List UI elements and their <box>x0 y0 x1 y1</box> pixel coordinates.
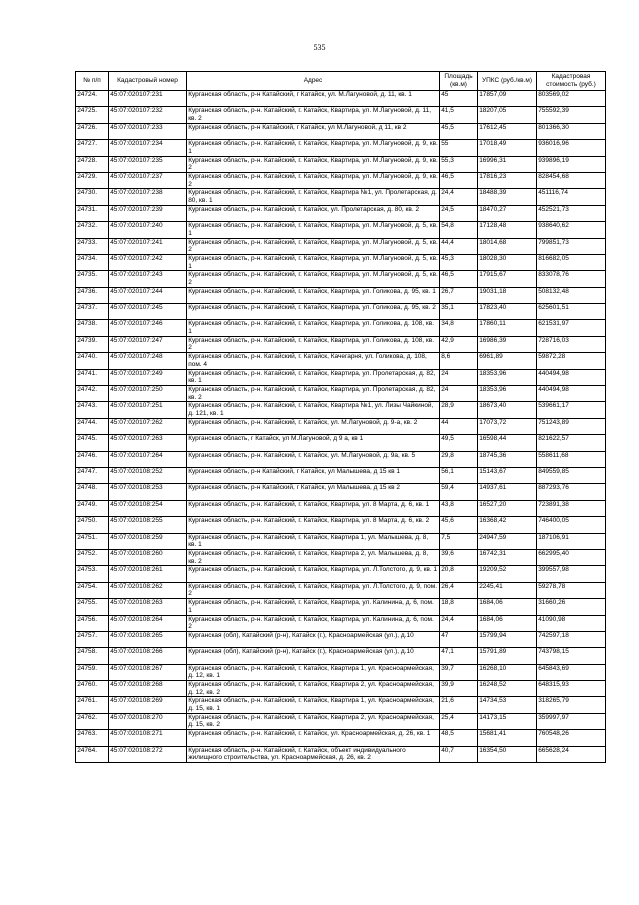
upks-cell: 19209,52 <box>478 566 537 582</box>
row-num-cell: 24734. <box>76 254 109 270</box>
cadastral-cost-cell: 59872,28 <box>537 353 606 369</box>
table-row <box>76 369 606 385</box>
cadastral-number-cell: 45:07:020107:239 <box>109 205 187 221</box>
address-cell: Курганская область, р-н. Катайский, г. Катайск, Квартира, ул. М.Лагуновой, д. 5, кв. 2 <box>188 271 438 286</box>
upks-cell: 18353,96 <box>478 369 537 385</box>
header-area: Площадь (кв.м) <box>440 72 478 91</box>
table-row <box>76 631 606 647</box>
upks-cell: 15791,89 <box>478 648 537 664</box>
row-num-cell: 24757. <box>76 631 109 647</box>
address-cell: Курганская область, р-н. Катайский, г. Катайск, Квартира, ул. М.Лагуновой, д. 5, кв. 2 <box>188 238 438 254</box>
address-cell: Курганская область, р-н. Катайский, г. Катайск, Квартира, ул. М.Лагуновой, д. 5, кв. 1 <box>188 222 438 237</box>
cadastral-number-cell: 45:07:020108:262 <box>109 582 187 598</box>
address-cell: Курганская область, р-н. Катайский, г. Катайск, ул. М.Лагуновой, д. 9а, кв. 5 <box>187 451 440 467</box>
cadastral-cost-cell: 451116,74 <box>537 189 606 205</box>
cadastral-cost-cell: 728716,03 <box>537 336 606 352</box>
address-cell: Курганская область, р-н. Катайский, г. Катайск, Квартира, ул. М.Лагуновой, д. 9, кв. 2 <box>188 156 438 172</box>
row-num-cell: 24724. <box>76 91 109 107</box>
row-num-cell: 24725. <box>76 107 109 123</box>
table-row <box>76 304 606 320</box>
address-cell: Курганская область, р-н. Катайский, г. Катайск, Квартира 2, ул. Малышева, д. 8, кв. 2 <box>187 549 440 565</box>
upks-cell: 18470,27 <box>478 205 537 221</box>
cadastral-number-cell: 45:07:020108:269 <box>109 697 187 713</box>
cadastral-cost-cell: 936016,96 <box>537 140 606 156</box>
upks-cell: 16354,50 <box>478 746 537 762</box>
cadastral-number-cell: 45:07:020108:260 <box>109 549 187 565</box>
table-row <box>76 730 606 746</box>
upks-cell: 1684,06 <box>478 615 537 631</box>
upks-cell: 14734,53 <box>478 697 537 713</box>
address-cell: Курганская область, р-н. Катайский, г. Катайск, Квартира 1, ул. Красноармейская, д. 15, кв. 1 <box>187 697 440 713</box>
upks-cell: 16742,31 <box>478 549 537 565</box>
table-row <box>76 205 606 221</box>
table-row <box>76 435 606 451</box>
table-row <box>76 451 606 467</box>
table-row <box>76 386 606 402</box>
row-num-cell: 24731. <box>76 205 109 221</box>
address-cell: Курганская область, р-н. Катайский, г. Катайск, Квартира 2, ул. Красноармейская, д. 15, кв. 2 <box>187 713 440 729</box>
row-num-cell: 24740. <box>76 353 109 369</box>
cadastral-number-cell: 45:07:020108:267 <box>109 664 187 680</box>
table-row <box>76 615 606 631</box>
cadastral-number-cell: 45:07:020107:233 <box>109 123 187 139</box>
area-cell: 47 <box>440 631 478 647</box>
cadastral-cost-cell: 939896,19 <box>537 156 606 172</box>
row-num-cell: 24730. <box>76 189 109 205</box>
area-cell: 24,4 <box>440 615 478 631</box>
cadastral-number-cell: 45:07:020107:244 <box>109 287 187 303</box>
area-cell: 28,9 <box>440 402 478 418</box>
cadastral-number-cell: 45:07:020107:248 <box>109 353 187 369</box>
row-num-cell: 24741. <box>76 369 109 385</box>
row-num-cell: 24743. <box>76 402 109 418</box>
area-cell: 44,4 <box>440 238 478 254</box>
row-num-cell: 24749. <box>76 500 109 516</box>
cadastral-cost-cell: 816682,05 <box>537 254 606 270</box>
cadastral-cost-cell: 828454,68 <box>537 172 606 188</box>
table-row <box>76 91 606 107</box>
table-row <box>76 517 606 533</box>
cadastral-cost-cell: 440494,98 <box>537 369 606 385</box>
cadastral-number-cell: 45:07:020108:263 <box>109 599 187 615</box>
address-cell: Курганская область, р-н. Катайский, г. Катайск, Квартира, ул. М.Лагуновой, д. 9, кв. 1 <box>188 140 438 155</box>
row-num-cell: 24746. <box>76 451 109 467</box>
row-num-cell: 24726. <box>76 123 109 139</box>
area-cell: 45,6 <box>440 517 478 533</box>
row-num-cell: 24737. <box>76 304 109 320</box>
area-cell: 59,4 <box>440 484 478 500</box>
upks-cell: 18353,96 <box>478 386 537 402</box>
upks-cell: 17823,40 <box>478 304 537 320</box>
address-cell: Курганская область, р-н. Катайский, г. Катайск, Квартира, ул. 8 Марта, д. 6, кв. 1 <box>187 500 440 516</box>
table-row <box>76 238 606 254</box>
table-row <box>76 648 606 664</box>
upks-cell: 16248,52 <box>478 681 537 697</box>
row-num-cell: 24751. <box>76 533 109 549</box>
cadastral-cost-cell: 821622,57 <box>537 435 606 451</box>
address-cell: Курганская область, р-н Катайский, г Катайск, ул Малышева, д 15 кв 1 <box>187 467 440 483</box>
upks-cell: 18028,30 <box>478 254 537 270</box>
cadastral-cost-cell: 662995,40 <box>537 549 606 565</box>
cadastral-number-cell: 45:07:020107:262 <box>109 418 187 434</box>
cadastral-cost-cell: 803569,02 <box>537 91 606 107</box>
cadastral-number-cell: 45:07:020108:266 <box>109 648 187 664</box>
cadastral-number-cell: 45:07:020108:255 <box>109 517 187 533</box>
table-row <box>76 467 606 483</box>
cadastral-number-cell: 45:07:020107:264 <box>109 451 187 467</box>
area-cell: 40,7 <box>440 746 478 762</box>
table-row <box>76 336 606 352</box>
row-num-cell: 24735. <box>76 271 109 287</box>
cadastral-cost-cell: 887293,76 <box>537 484 606 500</box>
table-row <box>76 533 606 549</box>
table-row <box>76 156 606 172</box>
row-num-cell: 24764. <box>76 746 109 762</box>
address-cell: Курганская (обл), Катайский (р-н), Катайск (г.), Красноармейская (ул.), д.10 <box>187 648 440 664</box>
area-cell: 45,5 <box>440 123 478 139</box>
area-cell: 45,3 <box>440 254 478 270</box>
area-cell: 49,5 <box>440 435 478 451</box>
area-cell: 24 <box>440 386 478 402</box>
upks-cell: 16268,10 <box>478 664 537 680</box>
cadastral-cost-cell: 742597,18 <box>537 631 606 647</box>
area-cell: 18,8 <box>440 599 478 615</box>
upks-cell: 16368,42 <box>478 517 537 533</box>
cadastral-cost-cell: 751243,89 <box>537 418 606 434</box>
upks-cell: 15799,94 <box>478 631 537 647</box>
cadastral-number-cell: 45:07:020108:264 <box>109 615 187 631</box>
address-cell: Курганская область, р-н. Катайский, г. Катайск, Квартира, ул. Калинина, д. 6, пом. 1 <box>187 599 440 615</box>
cadastral-cost-cell: 625601,51 <box>537 304 606 320</box>
row-num-cell: 24752. <box>76 549 109 565</box>
area-cell: 48,5 <box>440 730 478 746</box>
cadastral-number-cell: 45:07:020108:254 <box>109 500 187 516</box>
area-cell: 21,6 <box>440 697 478 713</box>
cadastral-number-cell: 45:07:020107:251 <box>109 402 187 418</box>
area-cell: 24,5 <box>440 205 478 221</box>
address-cell: Курганская область, р-н. Катайский, г. Катайск, Квартира, ул. Голикова, д. 95, кв. 2 <box>187 304 440 320</box>
cadastral-cost-cell: 665628,24 <box>537 746 606 762</box>
cadastral-number-cell: 45:07:020107:232 <box>109 107 187 123</box>
row-num-cell: 24750. <box>76 517 109 533</box>
upks-cell: 18488,39 <box>478 189 537 205</box>
area-cell: 46,5 <box>440 172 478 188</box>
cadastral-cost-cell: 833078,76 <box>537 271 606 287</box>
cadastral-number-cell: 45:07:020107:249 <box>109 369 187 385</box>
upks-cell: 19031,18 <box>478 287 537 303</box>
table-row <box>76 402 606 418</box>
upks-cell: 17816,23 <box>478 172 537 188</box>
upks-cell: 18745,36 <box>478 451 537 467</box>
address-cell: Курганская область, р-н. Катайский, г. Катайск, Квартира, ул. Пролетарская, д. 82, кв. 2 <box>187 386 440 402</box>
row-num-cell: 24727. <box>76 140 109 156</box>
cadastral-cost-cell: 399557,98 <box>537 566 606 582</box>
cadastral-cost-cell: 743798,15 <box>537 648 606 664</box>
cadastral-cost-cell: 452521,73 <box>537 205 606 221</box>
address-cell: Курганская область, р-н. Катайский, г. Катайск, Квартира, ул. М.Лагуновой, д. 11, кв. 2 <box>187 107 440 123</box>
upks-cell: 18673,40 <box>478 402 537 418</box>
address-cell: Курганская область, р-н. Катайский, г. Катайск, ул. М.Лагуновой, д. 9-а, кв. 2 <box>187 418 440 434</box>
address-cell: Курганская область, р-н. Катайский, г. Катайск, Квартира, ул. Голикова, д. 108, кв. 2 <box>187 336 440 352</box>
row-num-cell: 24759. <box>76 664 109 680</box>
area-cell: 41,5 <box>440 107 478 123</box>
cadastral-number-cell: 45:07:020107:234 <box>109 140 187 156</box>
table-row <box>76 222 606 238</box>
upks-cell: 24947,59 <box>478 533 537 549</box>
row-num-cell: 24748. <box>76 484 109 500</box>
address-cell: Курганская область, р-н. Катайский, г. Катайск, Квартира, ул. Калинина, д. 6, пом. 2 <box>187 615 440 631</box>
page-number: 535 <box>313 43 326 52</box>
address-cell: Курганская область, р-н. Катайский, г. Катайск, Квартира 1, ул. Малышева, д. 8, кв. 1 <box>187 533 440 549</box>
cadastral-cost-cell: 558611,68 <box>537 451 606 467</box>
area-cell: 44 <box>440 418 478 434</box>
cadastral-number-cell: 45:07:020108:259 <box>109 533 187 549</box>
address-cell: Курганская область, р-н. Катайский, г. Катайск, Квартира, ул. Голикова, д. 108, кв. 1 <box>187 320 440 336</box>
table-row <box>76 172 606 188</box>
table-row <box>76 713 606 729</box>
cadastral-number-cell: 45:07:020107:246 <box>109 320 187 336</box>
cadastral-cost-cell: 723891,38 <box>537 500 606 516</box>
table-row <box>76 189 606 205</box>
row-num-cell: 24753. <box>76 566 109 582</box>
cadastral-cost-cell: 31660,26 <box>537 599 606 615</box>
cadastral-cost-cell: 648315,93 <box>537 681 606 697</box>
table-row <box>76 287 606 303</box>
area-cell: 46,5 <box>440 271 478 287</box>
row-num-cell: 24733. <box>76 238 109 254</box>
table-row <box>76 353 606 369</box>
area-cell: 47,1 <box>440 648 478 664</box>
cadastral-number-cell: 45:07:020107:240 <box>109 222 187 238</box>
row-num-cell: 24756. <box>76 615 109 631</box>
area-cell: 45 <box>440 91 478 107</box>
table-row <box>76 271 606 287</box>
table-row <box>76 599 606 615</box>
area-cell: 25,4 <box>440 713 478 729</box>
row-num-cell: 24762. <box>76 713 109 729</box>
cadastral-number-cell: 45:07:020107:243 <box>109 271 187 287</box>
table-header-row <box>76 72 606 91</box>
address-cell: Курганская область, р-н. Катайский, г. Катайск, Квартира, ул. Голикова, д. 95, кв. 1 <box>187 287 440 303</box>
cadastral-number-cell: 45:07:020108:261 <box>109 566 187 582</box>
upks-cell: 17860,11 <box>478 320 537 336</box>
upks-cell: 16996,31 <box>478 156 537 172</box>
cadastral-number-cell: 45:07:020107:237 <box>109 172 187 188</box>
table-row <box>76 664 606 680</box>
table-row <box>76 566 606 582</box>
cadastral-number-cell: 45:07:020107:247 <box>109 336 187 352</box>
cadastral-number-cell: 45:07:020107:245 <box>109 304 187 320</box>
address-cell: Курганская (обл), Катайский (р-н), Катайск (г.), Красноармейская (ул.), д.10 <box>187 631 440 647</box>
area-cell: 24,4 <box>440 189 478 205</box>
cadastral-number-cell: 45:07:020108:272 <box>109 746 187 762</box>
row-num-cell: 24747. <box>76 467 109 483</box>
cadastral-number-cell: 45:07:020108:270 <box>109 713 187 729</box>
upks-cell: 17128,48 <box>478 222 537 238</box>
address-cell: Курганская область, р-н Катайский, г Катайск, ул М.Лагуновой, д 11, кв 2 <box>187 123 440 139</box>
cadastral-cost-cell: 938640,62 <box>537 222 606 238</box>
upks-cell: 14173,15 <box>478 713 537 729</box>
cadastral-number-cell: 45:07:020107:263 <box>109 435 187 451</box>
address-cell: Курганская область, р-н. Катайский, г. Катайск, Квартира, ул. Л.Толстого, д. 9, пом. 2 <box>187 582 440 598</box>
address-cell: Курганская область, р-н Катайский, г Катайск, ул. М.Лагуновой, д. 11, кв. 1 <box>187 91 440 107</box>
area-cell: 55 <box>440 140 478 156</box>
header-upks: УПКС (руб./кв.м) <box>478 72 537 91</box>
row-num-cell: 24729. <box>76 172 109 188</box>
area-cell: 26,7 <box>440 287 478 303</box>
table-row <box>76 140 606 156</box>
upks-cell: 2245,41 <box>478 582 537 598</box>
address-cell: Курганская область, р-н. Катайский, г. Катайск, Квартира №1, ул. Лизы Чайкиной, д. 121, кв. 1 <box>187 402 440 418</box>
address-cell: Курганская область, р-н. Катайский, г. Катайск, Квартира, ул. М.Лагуновой, д. 9, кв. 2 <box>188 172 438 188</box>
cadastral-number-cell: 45:07:020107:242 <box>109 254 187 270</box>
cadastral-number-cell: 45:07:020107:241 <box>109 238 187 254</box>
table-row <box>76 320 606 336</box>
table-body <box>76 91 606 763</box>
table-row <box>76 746 606 762</box>
upks-cell: 6961,89 <box>478 353 537 369</box>
cadastral-cost-cell: 318265,79 <box>537 697 606 713</box>
cadastral-cost-cell: 799851,73 <box>537 238 606 254</box>
table-row <box>76 418 606 434</box>
row-num-cell: 24755. <box>76 599 109 615</box>
header-address: Адрес <box>187 72 440 91</box>
cadastral-cost-cell: 621531,97 <box>537 320 606 336</box>
row-num-cell: 24739. <box>76 336 109 352</box>
area-cell: 35,1 <box>440 304 478 320</box>
cadastral-cost-cell: 645843,69 <box>537 664 606 680</box>
table-row <box>76 484 606 500</box>
upks-cell: 16986,39 <box>478 336 537 352</box>
cadastral-cost-cell: 359997,97 <box>537 713 606 729</box>
header-num: № п/п <box>76 72 109 91</box>
address-cell: Курганская область, р-н. Катайский, г. Катайск, Квартира, ул. Л.Толстого, д. 9, кв. 1 <box>187 566 440 582</box>
upks-cell: 17857,09 <box>478 91 537 107</box>
area-cell: 56,1 <box>440 467 478 483</box>
area-cell: 8,6 <box>440 353 478 369</box>
cadastral-cost-cell: 508132,48 <box>537 287 606 303</box>
cadastral-number-cell: 45:07:020107:238 <box>109 189 187 205</box>
area-cell: 34,8 <box>440 320 478 336</box>
upks-cell: 18014,68 <box>478 238 537 254</box>
row-num-cell: 24744. <box>76 418 109 434</box>
address-cell: Курганская область, р-н. Катайский, г. Катайск, Квартира 2, ул. Красноармейская, д. 12, кв. 2 <box>187 681 440 697</box>
upks-cell: 1684,06 <box>478 599 537 615</box>
table-row <box>76 254 606 270</box>
address-cell: Курганская область, р-н. Катайский, г. Катайск, Качегарня, ул. Голикова, д. 108, пом. 4 <box>187 353 440 369</box>
table-row <box>76 681 606 697</box>
table-row <box>76 500 606 516</box>
upks-cell: 16598,44 <box>478 435 537 451</box>
cadastral-number-cell: 45:07:020108:271 <box>109 730 187 746</box>
address-cell: Курганская область, г Катайск, ул М.Лагуновой, д 9 а, кв 1 <box>187 435 440 451</box>
area-cell: 54,8 <box>440 222 478 238</box>
header-cadastral-number: Кадастровый номер <box>109 72 187 91</box>
cadastral-cost-cell: 849559,85 <box>537 467 606 483</box>
row-num-cell: 24732. <box>76 222 109 238</box>
cadastral-cost-cell: 440494,98 <box>537 386 606 402</box>
row-num-cell: 24763. <box>76 730 109 746</box>
table-row <box>76 697 606 713</box>
cadastral-cost-cell: 539661,17 <box>537 402 606 418</box>
cadastral-number-cell: 45:07:020107:250 <box>109 386 187 402</box>
area-cell: 43,8 <box>440 500 478 516</box>
area-cell: 42,9 <box>440 336 478 352</box>
row-num-cell: 24728. <box>76 156 109 172</box>
address-cell: Курганская область, р-н. Катайский, г. Катайск, ул. Пролетарская, д. 80, кв. 2 <box>187 205 440 221</box>
area-cell: 26,4 <box>440 582 478 598</box>
address-cell: Курганская область, р-н. Катайский, г. Катайск, Квартира 1, ул. Красноармейская, д. 12, кв. 1 <box>187 664 440 680</box>
table-row <box>76 549 606 565</box>
cadastral-number-cell: 45:07:020108:268 <box>109 681 187 697</box>
area-cell: 39,7 <box>440 664 478 680</box>
cadastral-cost-cell: 755592,39 <box>537 107 606 123</box>
cadastral-number-cell: 45:07:020108:252 <box>109 467 187 483</box>
cadastral-cost-cell: 41090,98 <box>537 615 606 631</box>
cadastral-number-cell: 45:07:020107:231 <box>109 91 187 107</box>
area-cell: 24 <box>440 369 478 385</box>
area-cell: 39,6 <box>440 549 478 565</box>
row-num-cell: 24742. <box>76 386 109 402</box>
address-cell: Курганская область, р-н. Катайский, г. Катайск, ул. Красноармейская, д. 26, кв. 1 <box>187 730 440 746</box>
row-num-cell: 24736. <box>76 287 109 303</box>
address-cell: Курганская область, р-н. Катайский, г. Катайск, Квартира, ул. Пролетарская, д. 82, кв. 1 <box>187 369 440 385</box>
row-num-cell: 24738. <box>76 320 109 336</box>
upks-cell: 17915,67 <box>478 271 537 287</box>
address-cell: Курганская область, р-н. Катайский, г. Катайск, Квартира, ул. 8 Марта, д. 6, кв. 2 <box>187 517 440 533</box>
address-cell: Курганская область, р-н. Катайский, г. Катайск, Квартира, ул. М.Лагуновой, д. 5, кв. 1 <box>188 254 438 270</box>
area-cell: 39,9 <box>440 681 478 697</box>
cadastral-number-cell: 45:07:020107:235 <box>109 156 187 172</box>
table-row <box>76 582 606 598</box>
upks-cell: 14937,61 <box>478 484 537 500</box>
row-num-cell: 24758. <box>76 648 109 664</box>
cadastral-cost-cell: 801366,30 <box>537 123 606 139</box>
row-num-cell: 24745. <box>76 435 109 451</box>
cadastral-number-cell: 45:07:020108:253 <box>109 484 187 500</box>
row-num-cell: 24760. <box>76 681 109 697</box>
area-cell: 7,5 <box>440 533 478 549</box>
area-cell: 29,8 <box>440 451 478 467</box>
cadastral-number-cell: 45:07:020108:265 <box>109 631 187 647</box>
cadastral-cost-cell: 59278,78 <box>537 582 606 598</box>
header-cadastral-cost: Кадастровая стоимость (руб.) <box>537 72 606 91</box>
upks-cell: 17018,49 <box>478 140 537 156</box>
cadastral-cost-cell: 187106,91 <box>537 533 606 549</box>
table-row <box>76 123 606 139</box>
address-cell: Курганская область, р-н. Катайский, г. Катайск, Квартира №1, ул. Пролетарская, д. 80, кв. 1 <box>187 189 440 205</box>
upks-cell: 15143,67 <box>478 467 537 483</box>
row-num-cell: 24761. <box>76 697 109 713</box>
address-cell: Курганская область, р-н. Катайский, г. Катайск, объект индивидуального жилищного строительства, ул. Красноармейская, д. 26, кв. 2 <box>187 746 440 762</box>
upks-cell: 17612,45 <box>478 123 537 139</box>
cadastral-registry-table <box>75 71 606 763</box>
cadastral-cost-cell: 760548,26 <box>537 730 606 746</box>
upks-cell: 18207,05 <box>478 107 537 123</box>
area-cell: 55,3 <box>440 156 478 172</box>
cadastral-cost-cell: 746400,05 <box>537 517 606 533</box>
table-row <box>76 107 606 123</box>
row-num-cell: 24754. <box>76 582 109 598</box>
address-cell: Курганская область, р-н Катайский, г Катайск, ул Малышева, д 15 кв 2 <box>187 484 440 500</box>
upks-cell: 15681,41 <box>478 730 537 746</box>
upks-cell: 16527,20 <box>478 500 537 516</box>
area-cell: 20,8 <box>440 566 478 582</box>
upks-cell: 17073,72 <box>478 418 537 434</box>
